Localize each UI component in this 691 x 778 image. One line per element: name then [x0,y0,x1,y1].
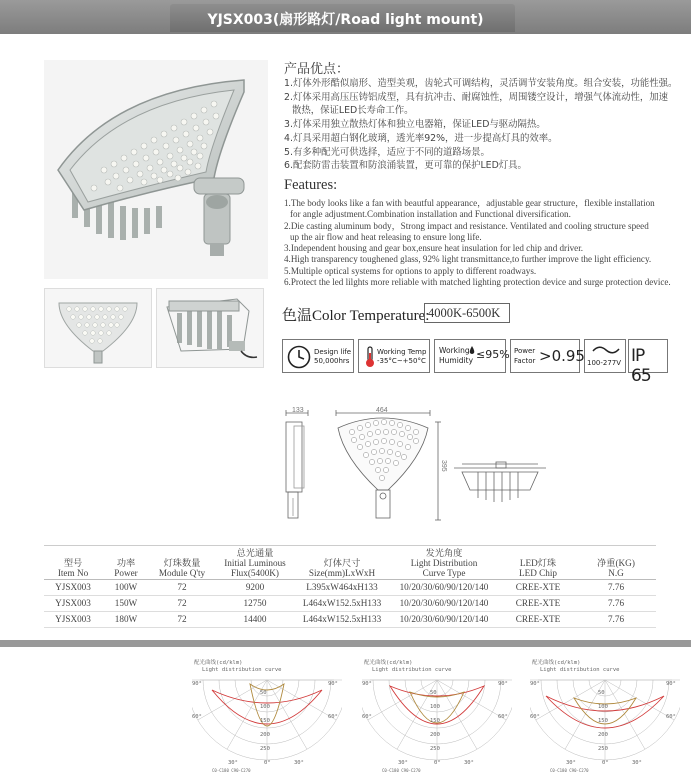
advantage-item: 散热，保证LED长寿命工作。 [292,105,414,117]
working-temp-label: Working Temp [377,348,427,356]
design-life-value: 50,000hrs [314,357,350,365]
dim-height-label: 395 [440,460,447,472]
angle-30-left: 30° [398,760,408,766]
ring-label-200: 200 [260,732,270,738]
angle-0: 0° [264,760,271,766]
advantage-item: 5.有多种配光可供选择，适应于不同的道路场景。 [284,146,490,158]
curve-title: 配光曲线(cd/klm) [194,660,243,666]
ring-label-250: 250 [260,746,270,752]
angle-0: 0° [434,760,441,766]
curve-legend: C0-C180 C90-C270 [212,768,251,773]
cell-size: L464xW152.5xH133 [296,611,388,627]
angle-30-left: 30° [566,760,576,766]
col-luminous-flux: 总光通量 Initial Luminous Flux(5400K) [214,545,296,579]
advantage-item: 4.灯具采用超白钢化玻璃，透光率92%，进一步提高灯具的效率。 [284,132,558,144]
col-net-weight: 净重(KG) N.G [576,545,656,579]
droplet-icon [469,346,475,355]
spec-working-temp [358,339,430,373]
cell-led-chip: CREE-XTE [500,579,576,595]
ring-label-250: 250 [430,746,440,752]
product-main-photo [44,60,268,279]
ring-label-150: 150 [260,718,270,724]
spec-table [44,545,656,628]
advantage-item: 3.灯体采用独立散热灯体和独立电器箱，保证LED与驱动隔热。 [284,119,546,131]
curve-title: 配光曲线(cd/klm) [364,660,413,666]
cell-module-qty: 72 [150,595,214,611]
angle-60-left: 60° [530,714,540,720]
angle-90-left: 90° [530,681,540,687]
design-life-label: Design life [314,348,352,356]
power-factor-value: >0.95 [539,347,585,365]
cell-power: 150W [102,595,150,611]
humidity-label: Humidity [439,356,474,365]
cell-module-qty: 72 [150,611,214,627]
angle-90-left: 90° [362,681,372,687]
power-label: Power [514,347,536,355]
feature-item: 3.Independent housing and gear box,ensure heat insulation for led chip and driver. [284,243,583,254]
cell-item-no: YJSX003 [44,611,102,627]
curve-subtitle: Light distribution curve [540,667,620,673]
col-size: 灯体尺寸 Size(mm)LxWxH [296,545,388,579]
ring-label-100: 100 [598,704,608,710]
ring-label-100: 100 [260,704,270,710]
cell-distribution: 10/20/30/60/90/120/140 [388,595,500,611]
advantages-list [284,77,684,173]
dim-width-label: 133 [292,407,304,414]
factor-label: Factor [514,357,536,365]
ring-label-50: 50 [598,690,605,696]
color-temperature-value: 4000K-6500K [424,303,510,323]
feature-item: up the air flow and heat releasing to ensure long life. [290,231,482,242]
angle-60-left: 60° [362,714,372,720]
angle-90-left: 90° [192,681,202,687]
voltage-value: 100-277V [587,359,622,367]
cell-net-weight: 7.76 [576,611,656,627]
cell-item-no: YJSX003 [44,579,102,595]
ring-label-100: 100 [430,704,440,710]
curve-subtitle: Light distribution curve [372,667,452,673]
ac-wave-icon [591,344,621,356]
cell-net-weight: 7.76 [576,595,656,611]
table-row [44,611,656,627]
ring-label-150: 150 [598,718,608,724]
dim-length-label: 464 [376,407,388,414]
features-list [284,198,684,288]
ring-label-150: 150 [430,718,440,724]
cell-module-qty: 72 [150,579,214,595]
cell-led-chip: CREE-XTE [500,595,576,611]
cell-size: L395xW464xH133 [296,579,388,595]
cell-led-chip: CREE-XTE [500,611,576,627]
spec-ip-rating [628,339,668,386]
cell-flux: 9200 [214,579,296,595]
spec-humidity [434,339,510,373]
angle-60-right: 60° [498,714,508,720]
advantages-title: 产品优点： [284,62,350,77]
light-distribution-curve-2 [362,656,512,774]
cell-distribution: 10/20/30/60/90/120/140 [388,579,500,595]
working-temp-value: -35°C~+50°C [377,357,426,365]
ip-rating-value: IP 65 [631,346,651,386]
curve-subtitle: Light distribution curve [202,667,282,673]
dimension-drawing [280,404,550,529]
angle-30-right: 30° [464,760,474,766]
working-label: Working [439,346,470,355]
col-power: 功率 Power [102,545,150,579]
page-title: YJSX003(扇形路灯/Road light mount) [207,12,484,28]
table-row [44,595,656,611]
advantage-item: 2.灯体采用高压压铸铝成型，具有抗冲击、耐腐蚀性，周围镂空设计，增强气体流动性，加速 [284,91,668,103]
angle-30-right: 30° [294,760,304,766]
feature-item: 5.Multiple optical systems for options to apply to different roadways. [284,265,537,276]
feature-item: 1.The body looks like a fan with beautful appearance，adjustable gear structure，flexible installation [284,198,655,208]
spec-power-factor [510,339,585,373]
cell-flux: 12750 [214,595,296,611]
cell-flux: 14400 [214,611,296,627]
col-led-chip: LED灯珠 LED Chip [500,545,576,579]
section-divider [0,640,691,647]
ring-label-200: 200 [430,732,440,738]
features-title: Features: [284,177,338,193]
feature-item: for angle adjustment.Combination installation and Functional diversification. [290,209,571,220]
curve-legend: C0-C180 C90-C270 [550,768,589,773]
spec-voltage [584,339,626,373]
ring-label-50: 50 [260,690,267,696]
table-row [44,579,656,595]
ring-label-50: 50 [430,690,437,696]
humidity-value: ≤95% [476,348,510,361]
angle-90-right: 90° [498,681,508,687]
col-item-no: 型号 Item No [44,545,102,579]
cell-net-weight: 7.76 [576,579,656,595]
feature-item: 4.High transparency toughened glass, 92% light transmittance,to further improve the light efficiency. [284,254,652,265]
light-distribution-curve-3 [530,656,680,774]
cell-size: L464xW152.5xH133 [296,595,388,611]
angle-30-left: 30° [228,760,238,766]
angle-0: 0° [602,760,609,766]
feature-item: 6.Protect the led lilghts more reliable with matched lighting protection device and surge protection device. [284,277,671,288]
clock-icon [287,345,311,369]
angle-90-right: 90° [328,681,338,687]
light-distribution-curve-1 [192,656,342,774]
angle-60-right: 60° [328,714,338,720]
angle-60-right: 60° [666,714,676,720]
advantage-item: 1.灯体外形酷似扇形、造型美观，齿轮式可调结构，灵活调节安装角度。组合安装，功能性强。 [284,78,678,89]
product-thumbnail-side[interactable] [156,288,264,368]
cell-power: 180W [102,611,150,627]
color-temperature-label: 色温Color Temperature: [282,308,430,324]
table-header-row [44,545,656,579]
feature-item: 2.Die casting aluminum body，Strong impact and resistance. Ventilated and cooling structure speed [284,220,649,231]
angle-90-right: 90° [666,681,676,687]
col-module-qty: 灯珠数量 Module Q'ty [150,545,214,579]
thermometer-icon [364,346,376,368]
advantage-item: 6.配套防雷击装置和防浪涌装置，更可靠的保护LED灯具。 [284,160,527,172]
angle-30-right: 30° [632,760,642,766]
angle-60-left: 60° [192,714,202,720]
cell-item-no: YJSX003 [44,595,102,611]
curve-title: 配光曲线(cd/klm) [532,660,581,666]
ring-label-250: 250 [598,746,608,752]
cell-distribution: 10/20/30/60/90/120/140 [388,611,500,627]
product-thumbnail-front[interactable] [44,288,152,368]
cell-power: 100W [102,579,150,595]
col-light-distribution: 发光角度 Light Distribution Curve Type [388,545,500,579]
curve-legend: C0-C180 C90-C270 [382,768,421,773]
ring-label-200: 200 [598,732,608,738]
spec-design-life [282,339,354,373]
